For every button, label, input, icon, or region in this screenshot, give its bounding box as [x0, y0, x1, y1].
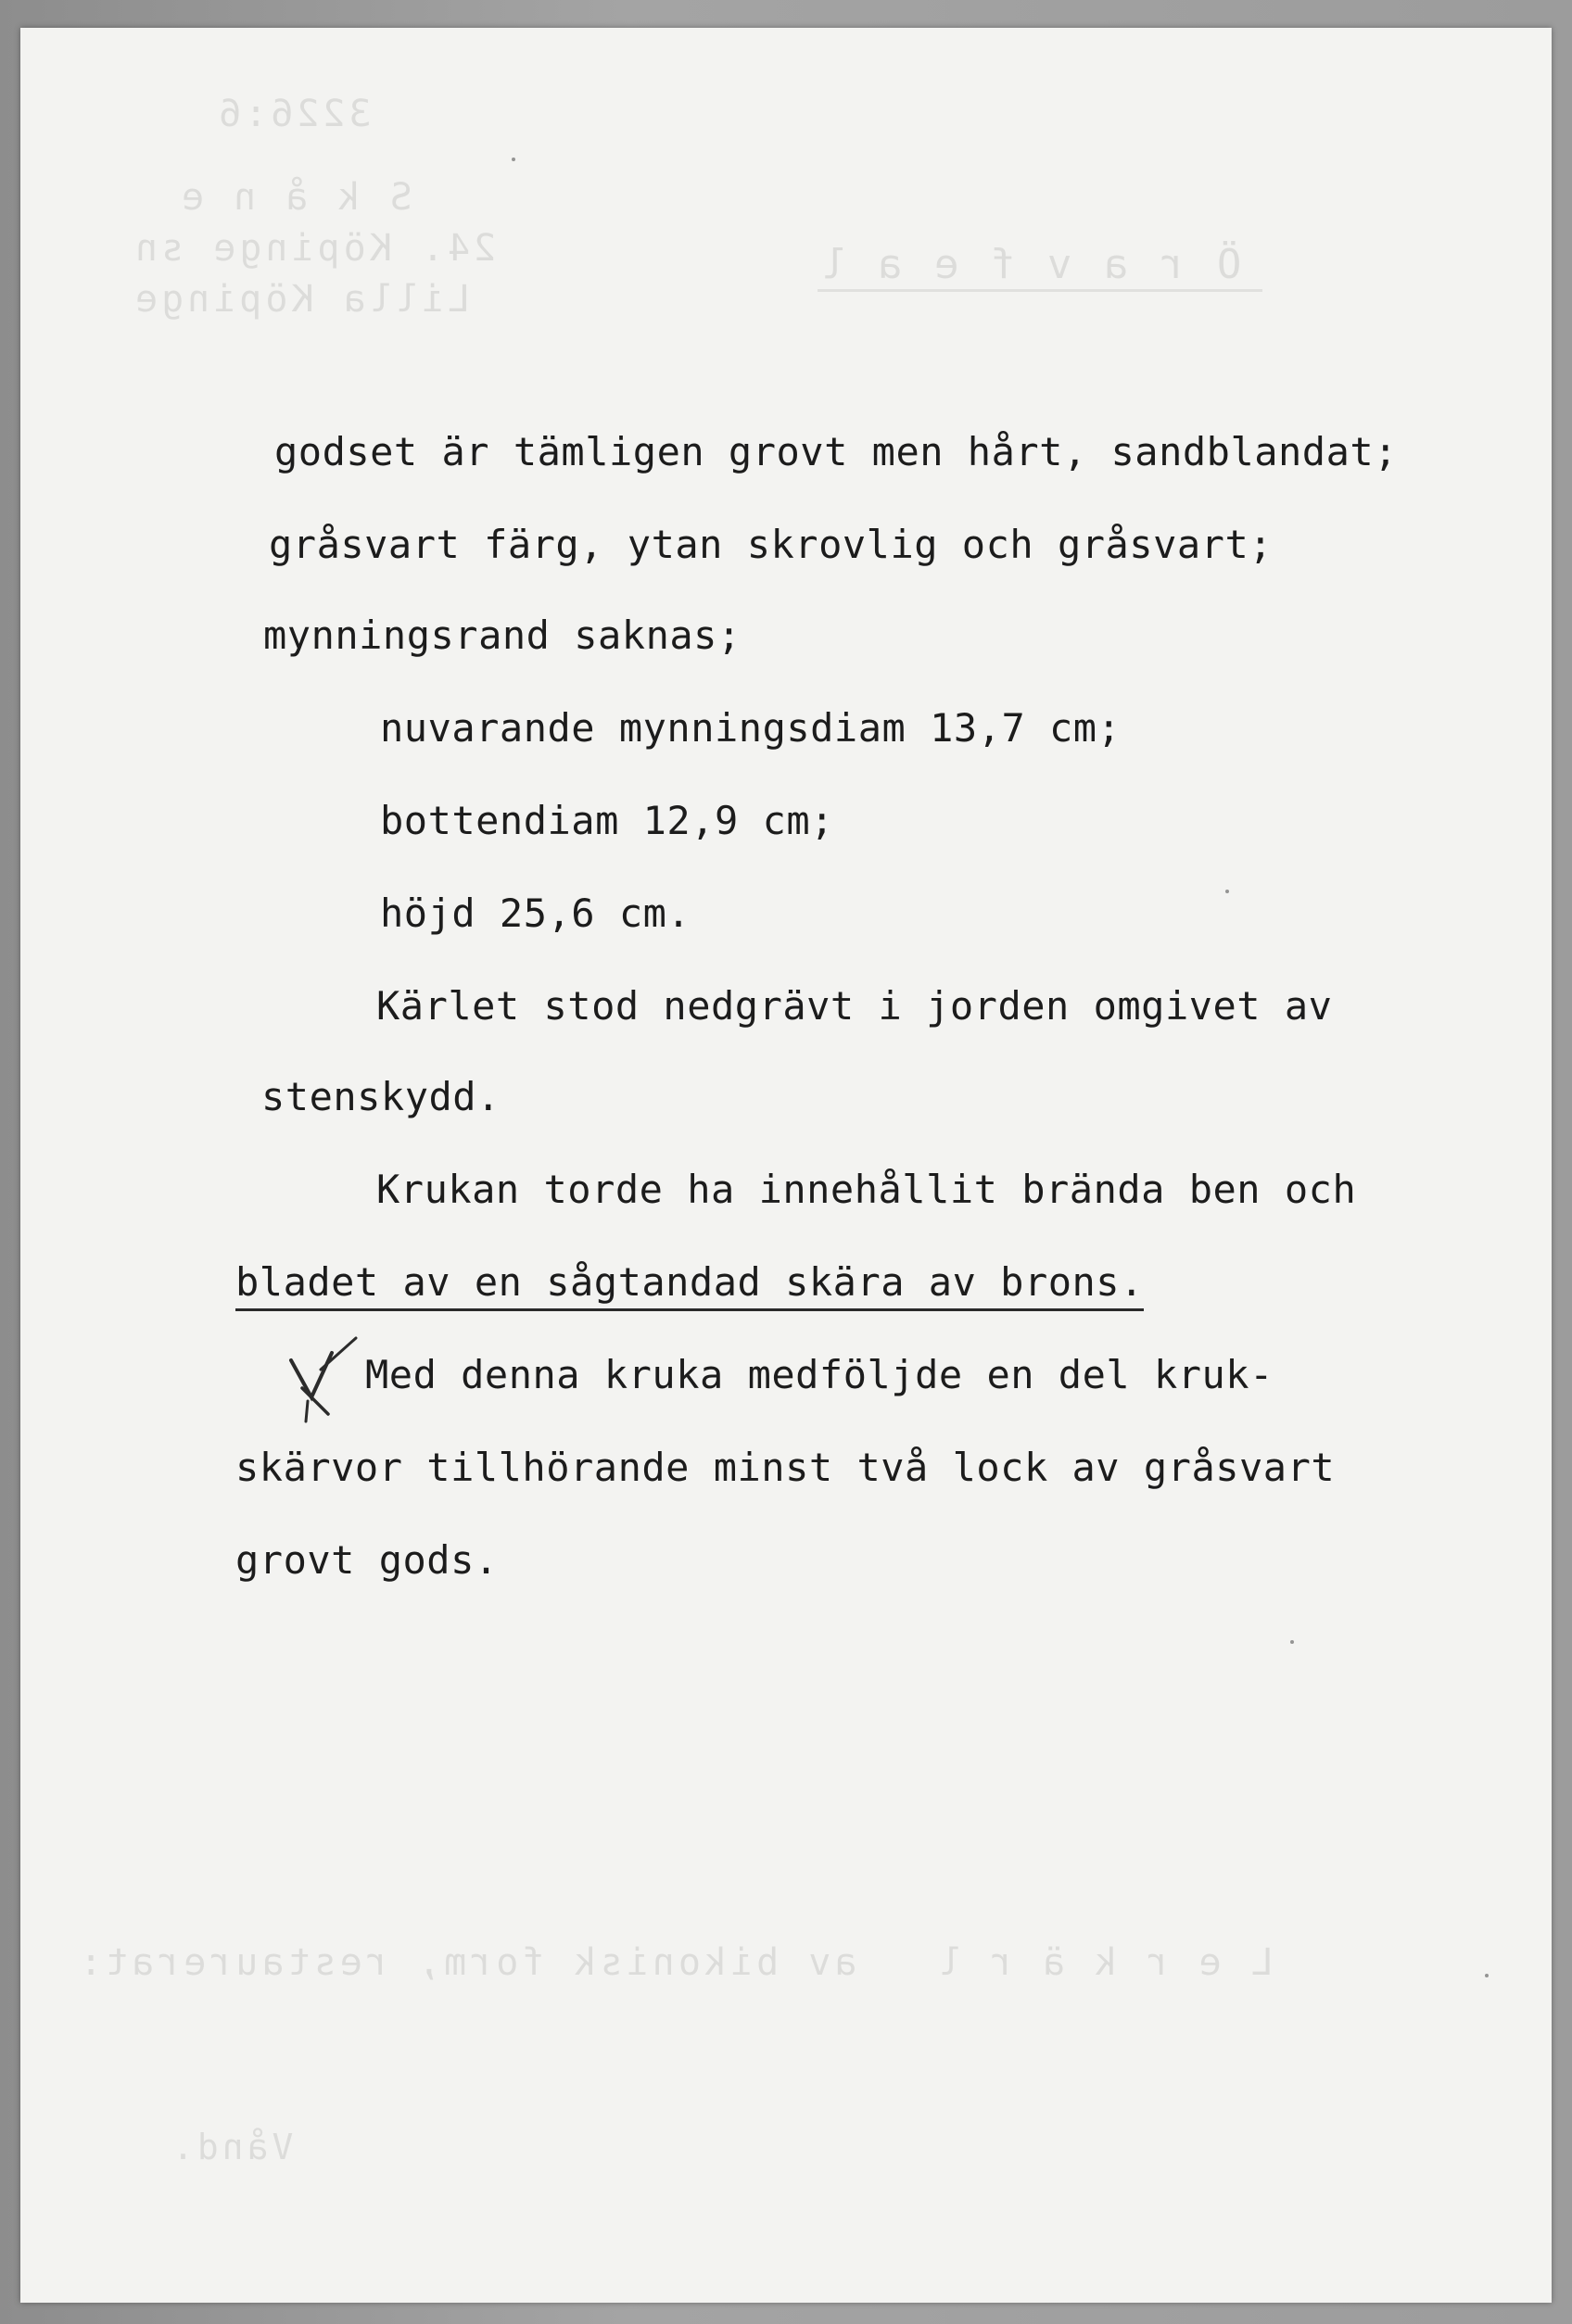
bleed-through-line: Vånd. — [169, 2127, 294, 2167]
bleed-through-line: Ö r a v f e a l — [818, 241, 1242, 288]
typewritten-page — [20, 28, 1552, 2303]
bleed-through-line: 3226:6 — [215, 93, 372, 135]
text-line: gråsvart färg, ytan skrovlig och gråsvart; — [269, 522, 1274, 567]
text-line: godset är tämligen grovt men hårt, sandblandat; — [274, 429, 1398, 474]
dust-speck — [512, 158, 515, 161]
text-line: höjd 25,6 cm. — [380, 890, 691, 936]
dust-speck — [1485, 1974, 1489, 1977]
dust-speck — [1225, 890, 1229, 893]
text-line: mynningsrand saknas; — [263, 613, 742, 658]
text-line: Krukan torde ha innehållit brända ben och — [376, 1167, 1357, 1212]
dust-speck — [1290, 1640, 1294, 1644]
bleed-through-line: 24. Köpinge sn — [132, 227, 497, 270]
text-line: Kärlet stod nedgrävt i jorden omgivet av — [376, 983, 1333, 1029]
bleed-through-line: S k å n e — [178, 176, 412, 219]
text-line: grovt gods. — [235, 1537, 499, 1583]
underlined-text-line: bladet av en sågtandad skära av brons. — [235, 1258, 1144, 1311]
text-line: skärvor tillhörande minst två lock av gråsvart — [235, 1445, 1336, 1490]
text-line: nuvarande mynningsdiam 13,7 cm; — [380, 705, 1122, 751]
text-line: bottendiam 12,9 cm; — [380, 798, 834, 843]
text-line: Med denna kruka medföljde en del kruk- — [365, 1352, 1274, 1397]
text-line: stenskydd. — [261, 1074, 501, 1119]
bleed-through-line: L e r k ä r l av bikonisk form, restaurerat: — [76, 1941, 1274, 1984]
bleed-through-underline — [818, 289, 1262, 292]
bleed-through-line: Lilla Köpinge — [132, 278, 471, 321]
handwritten-cross-mark-icon — [284, 1333, 367, 1425]
